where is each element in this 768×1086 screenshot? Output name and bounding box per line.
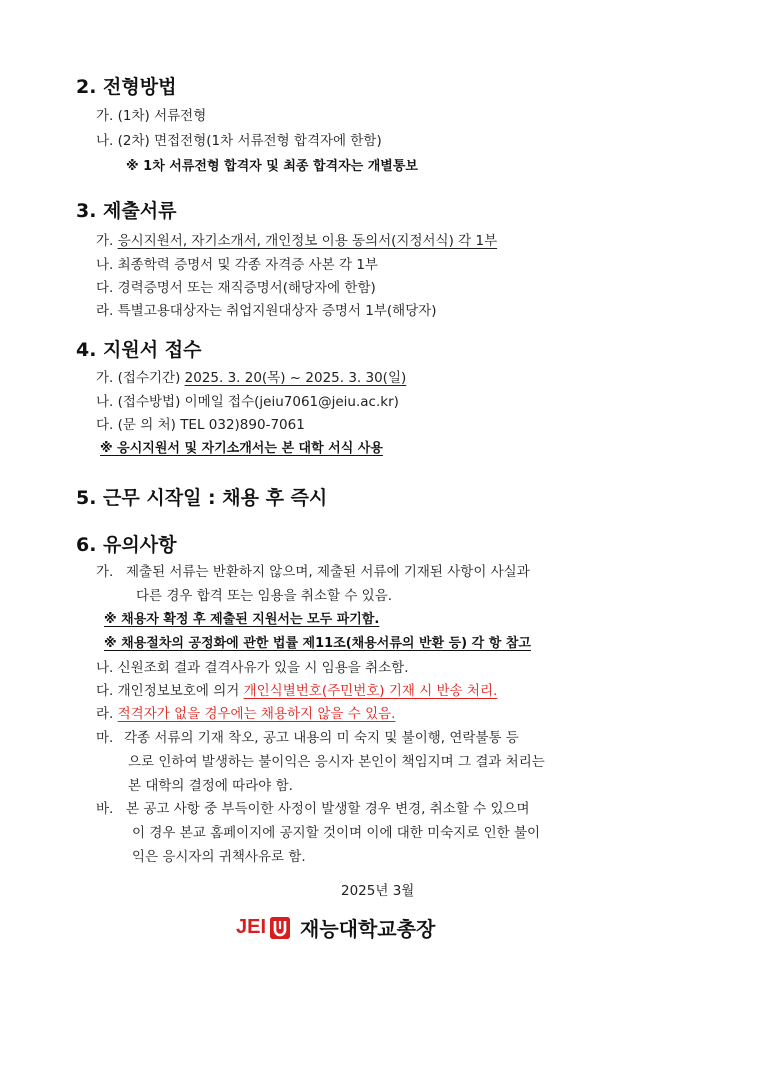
sec6-note-2: ※ 채용절차의 공정화에 관한 법률 제11조(채용서류의 반환 등) 각 항 참고 [104, 636, 531, 651]
item-marker: 나. [96, 660, 114, 676]
sec3-item-ra [96, 299, 437, 319]
item-value: TEL 032)890-7061 [180, 417, 305, 433]
signature [236, 913, 435, 942]
item-marker: 다. [96, 683, 114, 699]
sec6-item-ma-line3: 본 대학의 결정에 따라야 함. [128, 778, 293, 794]
sec2-item-na [96, 129, 382, 149]
section-6-title: 6. 유의사항 [76, 534, 177, 556]
sec3-item-da [96, 276, 376, 296]
sec6-item-ba-line3: 익은 응시자의 귀책사유로 함. [132, 849, 306, 865]
jei-logo-text: JEI [236, 916, 267, 938]
sec6-item-da [96, 679, 497, 699]
sec6-item-ra [96, 702, 395, 722]
sec6-item-ga-line1: 제출된 서류는 반환하지 않으며, 제출된 서류에 기재된 사항이 사실과 [126, 564, 530, 580]
item-marker: 라. [96, 303, 114, 319]
item-marker: 가. [96, 108, 114, 124]
document-date: 2025년 3월 [341, 883, 415, 899]
sec6-item-ba-line1: 본 공고 사항 중 부득이한 사정이 발생할 경우 변경, 취소할 수 있으며 [126, 801, 530, 817]
sec2-item-ga [96, 104, 206, 124]
item-value: 이메일 접수(jeiu7061@jeiu.ac.kr) [184, 394, 399, 410]
sec6-item-ma-line1: 각종 서류의 기재 착오, 공고 내용의 미 숙지 및 불이행, 연락불통 등 [124, 730, 519, 746]
sec3-item-na [96, 253, 378, 273]
sec6-item-ba-marker: 바. [96, 801, 114, 817]
sec6-item-ga-line2: 다른 경우 합격 또는 임용을 취소할 수 있음. [136, 588, 393, 604]
item-text: 특별고용대상자는 취업지원대상자 증명서 1부(해당자) [117, 303, 437, 319]
item-marker: 다. [96, 417, 114, 433]
jei-u-mark-icon [270, 917, 290, 939]
item-marker: 나. [96, 394, 114, 410]
item-text-highlight: 적격자가 없을 경우에는 채용하지 않을 수 있음. [117, 706, 396, 722]
item-label: (접수방법) [117, 394, 181, 410]
sec4-item-contact [96, 413, 305, 433]
item-text: 응시지원서, 자기소개서, 개인정보 이용 동의서(지정서식) 각 1부 [117, 233, 498, 249]
sec6-note-1: ※ 채용자 확정 후 제출된 지원서는 모두 파기함. [104, 612, 380, 627]
sec6-item-ma-line2: 으로 인하여 발생하는 불이익은 응시자 본인이 책임지며 그 결과 처리는 [128, 754, 545, 770]
item-marker: 가. [96, 233, 114, 249]
item-text: (1차) 서류전형 [117, 108, 207, 124]
item-marker: 나. [96, 133, 114, 149]
item-text: 경력증명서 또는 재직증명서(해당자에 한함) [117, 280, 376, 296]
section-4-title: 4. 지원서 접수 [76, 339, 202, 361]
item-value: 2025. 3. 20(목) ~ 2025. 3. 30(일) [184, 370, 407, 386]
sec6-item-na [96, 656, 409, 676]
item-marker: 라. [96, 706, 114, 722]
item-label: (문 의 처) [117, 417, 176, 433]
sec4-item-period [96, 366, 406, 386]
section-5-title: 5. 근무 시작일 : 채용 후 즉시 [76, 487, 328, 509]
sec2-note: ※ 1차 서류전형 합격자 및 최종 합격자는 개별통보 [126, 159, 418, 174]
item-marker: 가. [96, 370, 114, 386]
sec4-item-method [96, 390, 399, 410]
section-2-title: 2. 전형방법 [76, 76, 177, 98]
item-text: 신원조회 결과 결격사유가 있을 시 임용을 취소함. [117, 660, 409, 676]
section-3-title: 3. 제출서류 [76, 200, 177, 222]
sec6-item-ma-marker: 마. [96, 730, 114, 746]
item-marker: 다. [96, 280, 114, 296]
sec4-note: ※ 응시지원서 및 자기소개서는 본 대학 서식 사용 [100, 441, 383, 456]
item-marker: 나. [96, 257, 114, 273]
item-text: (2차) 면접전형(1차 서류전형 합격자에 한함) [117, 133, 382, 149]
item-text: 최종학력 증명서 및 각종 자격증 사본 각 1부 [117, 257, 378, 273]
president-name: 재능대학교총장 [300, 917, 436, 941]
item-label: (접수기간) [117, 370, 181, 386]
sec6-item-ba-line2: 이 경우 본교 홈페이지에 공지할 것이며 이에 대한 미숙지로 인한 불이 [132, 825, 541, 841]
item-text: 개인정보보호에 의거 [117, 683, 244, 699]
item-text-highlight: 개인식별번호(주민번호) 기재 시 반송 처리. [243, 683, 498, 699]
sec3-item-ga [96, 229, 497, 249]
sec6-item-ga-marker: 가. [96, 564, 114, 580]
